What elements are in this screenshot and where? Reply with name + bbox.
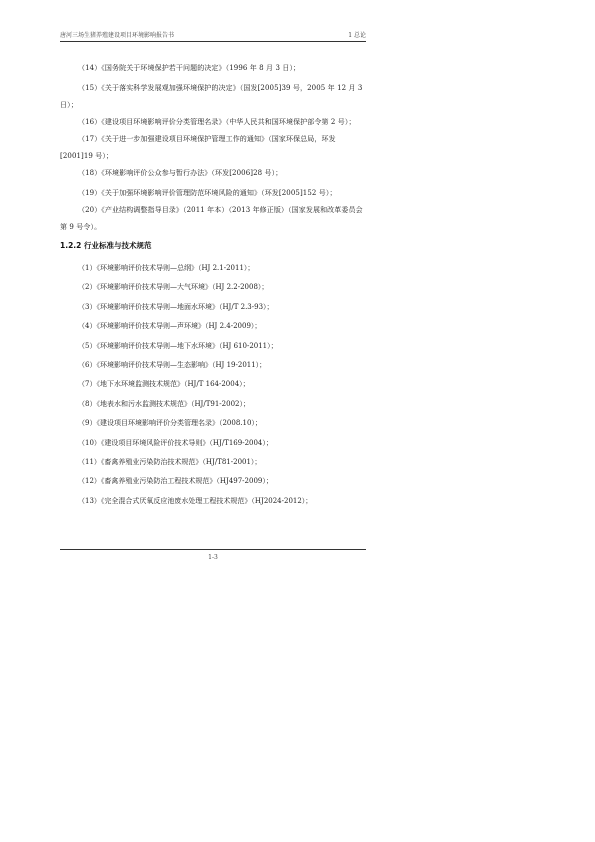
standard-item: （1）《环境影响评价技术导则—总纲》（HJ 2.1-2011）； <box>78 264 255 272</box>
page-header <box>60 28 366 42</box>
section-heading: 1.2.2 行业标准与技术规范 <box>60 241 152 250</box>
regulation-item: （18）《环境影响评价公众参与暂行办法》（环发[2006]28 号）； <box>78 169 283 177</box>
header-report-title: 唐河三场生猪养殖建设项目环境影响报告书 <box>60 32 175 39</box>
standard-item: （4）《环境影响评价技术导则—声环境》（HJ 2.4-2009）； <box>78 322 262 331</box>
regulation-item: （16）《建设项目环境影响评价分类管理名录》（中华人民共和国环境保护部令第 2 号）； <box>78 118 356 126</box>
standard-item: （11）《畜禽养殖业污染防治技术规范》（HJ/T81-2001）； <box>78 458 262 467</box>
regulation-item: （17）《关于进一步加强建设项目环境保护管理工作的通知》（国家环保总局，环发[2001]19 号）； <box>60 135 336 160</box>
regulation-item: （20）《产业结构调整指导目录》（2011 年本）（2013 年修正版）（国家发展和改革委员会第 9 号令）。 <box>60 206 363 231</box>
regulation-item: （15）《关于落实科学发展观加强环境保护的决定》（国发[2005]39 号，2005 年 12 月 3 日）； <box>60 84 363 109</box>
page-body <box>60 60 366 511</box>
page-number: 1-3 <box>208 554 218 561</box>
standard-item: （9）《建设项目环境影响评价分类管理名录》（2008.10）； <box>78 419 262 428</box>
standard-item: （3）《环境影响评价技术导则—地面水环境》（HJ/T 2.3-93）； <box>78 302 274 311</box>
standard-item: （12）《畜禽养殖业污染防治工程技术规范》（HJ497-2009）； <box>78 477 273 486</box>
standard-item: （5）《环境影响评价技术导则—地下水环境》（HJ 610-2011）； <box>78 341 278 350</box>
header-divider <box>60 41 366 42</box>
standard-item: （7）《地下水环境监测技术规范》（HJ/T 164-2004）； <box>78 380 250 389</box>
footer-divider <box>60 549 366 550</box>
standard-item: （10）《建设项目环境风险评价技术导则》（HJ/T169-2004）； <box>78 438 273 447</box>
regulation-item: （19）《关于加强环境影响评价管理防范环境风险的通知》（环发[2005]152 号）； <box>78 189 337 197</box>
regulation-item: （14）《国务院关于环境保护若干问题的决定》（1996 年 8 月 3 日）； <box>78 64 301 72</box>
standard-item: （13）《完全混合式厌氧反应池废水处理工程技术规范》（HJ2024-2012）； <box>78 496 313 505</box>
standard-item: （6）《环境影响评价技术导则—生态影响》（HJ 19-2011）； <box>78 361 267 370</box>
standard-item: （8）《地表水和污水监测技术规范》（HJ/T91-2002）； <box>78 399 250 408</box>
standard-item: （2）《环境影响评价技术导则—大气环境》（HJ 2.2-2008）； <box>78 283 269 292</box>
header-chapter: 1 总论 <box>348 32 366 39</box>
